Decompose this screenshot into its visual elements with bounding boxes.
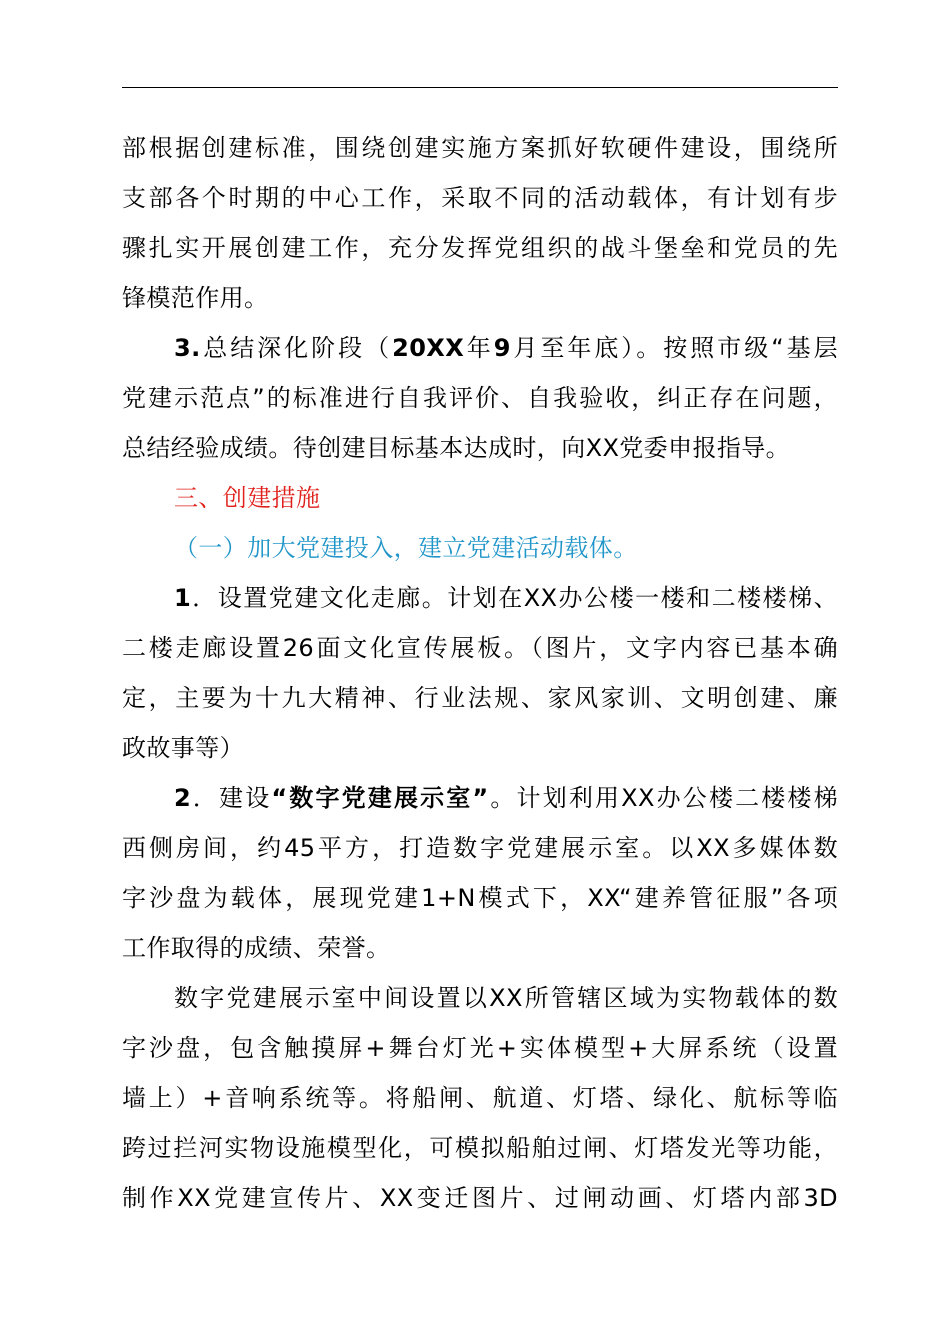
text-span: 年: [464, 334, 494, 362]
text-line: 墙上）+音响系统等。将船闸、航道、灯塔、绿化、航标等临: [122, 1084, 838, 1112]
item-number: 1: [174, 584, 192, 612]
text-line: 部根据创建标准，围绕创建实施方案抓好软硬件建设，围绕所: [122, 134, 838, 162]
paragraph-3-line-1: [122, 323, 838, 373]
text-line: 党建示范点”的标准进行自我评价、自我验收，纠正存在问题，: [122, 384, 838, 412]
text-line: 二楼走廊设置26面文化宣传展板。（图片，文字内容已基本确: [122, 634, 838, 662]
text-line: 跨过拦河实物设施模型化，可模拟船舶过闸、灯塔发光等功能，: [122, 1134, 838, 1162]
subheading: （一）加大党建投入，建立党建活动载体。: [174, 534, 638, 562]
document-page: [122, 123, 838, 1223]
text-line: 政故事等）: [122, 734, 244, 762]
text-line: 制作XX党建宣传片、XX变迁图片、过闸动画、灯塔内部3D: [122, 1184, 838, 1212]
text-span: 总结深化阶段（: [200, 334, 393, 362]
item-1-line-1: [122, 573, 838, 623]
text-line: 骤扎实开展创建工作，充分发挥党组织的战斗堡垒和党员的先: [122, 234, 838, 262]
text-span: ．设置党建文化走廊。计划在XX办公楼一楼和二楼楼梯、: [191, 584, 838, 612]
text-line: 工作取得的成绩、荣誉。: [122, 934, 391, 962]
text-span: 月至年底）。按照市级“基层: [510, 334, 838, 362]
text-line: 字沙盘为载体，展现党建1+N模式下，XX“建养管征服”各项: [122, 884, 838, 912]
text-line: 定，主要为十九大精神、行业法规、家风家训、文明创建、廉: [122, 684, 838, 712]
year-value: 20XX: [392, 334, 465, 362]
text-line: 支部各个时期的中心工作，采取不同的活动载体，有计划有步: [122, 184, 838, 212]
text-line: 字沙盘，包含触摸屏+舞台灯光+实体模型+大屏系统（设置: [122, 1034, 838, 1062]
item-2-line-1: [122, 773, 838, 823]
month-value: 9: [493, 334, 511, 362]
text-line: 总结经验成绩。待创建目标基本达成时，向XX党委申报指导。: [122, 434, 791, 462]
text-line: 数字党建展示室中间设置以XX所管辖区域为实物载体的数: [174, 984, 838, 1012]
item-number: 3.: [174, 334, 201, 362]
text-line: 锋模范作用。: [122, 284, 269, 312]
section-heading: 三、创建措施: [174, 484, 321, 512]
text-span: ．建设: [191, 784, 272, 812]
item-title: “数字党建展示室”: [271, 784, 489, 812]
text-span: 。计划利用XX办公楼二楼楼梯: [488, 784, 838, 812]
item-number: 2: [174, 784, 192, 812]
header-rule: [122, 87, 838, 88]
text-line: 西侧房间，约45平方，打造数字党建展示室。以XX多媒体数: [122, 834, 838, 862]
